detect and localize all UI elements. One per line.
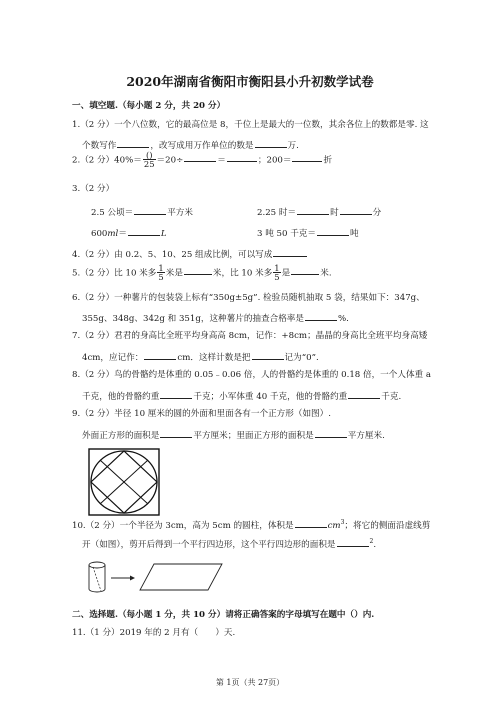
question-4: 4.（2 分）由 0.2、5、10、25 组成比例，可以写成 <box>72 247 308 261</box>
answer-blank[interactable] <box>252 350 284 360</box>
circle-squares-figure <box>88 448 160 516</box>
parallelogram <box>140 564 222 590</box>
question-10-line-2: 开（如图），剪开后得到一个平行四边形，这个平行四边形的面积是 $^2$. <box>82 538 377 550</box>
answer-blank[interactable] <box>160 389 192 399</box>
page-footer: 第 1页（共 27页） <box>215 678 285 687</box>
answer-blank[interactable] <box>255 138 287 148</box>
answer-blank[interactable] <box>128 226 160 236</box>
question-10-line-1: 10.（2 分）一个半径为 3cm，高为 5cm 的圆柱，体积是 $cm^3$；将它的侧面沿虚线剪 <box>72 519 431 531</box>
question-9-line-1: 9.（2 分）半径 10 厘米的圆的外面和里面各有一个正方形（如图）. <box>72 409 331 419</box>
arrow-head-icon <box>130 576 135 581</box>
question-3-item-2: 2.25 时＝ 时 分 <box>257 205 381 219</box>
question-7-line-2: 4cm，应记作： cm．这样计数是把 记为“0”. <box>82 350 319 364</box>
question-5: 5.（2 分）比 10 米多 $\frac{1}{5}$ 米是 米，比 10 米多 $\frac{1}{5}$ 是 米. <box>72 263 332 283</box>
answer-blank[interactable] <box>184 152 216 162</box>
fraction: $\frac{1}{5}$ <box>274 263 280 283</box>
question-8-line-2: 千克，他的骨骼约重 千克；小军体重 40 千克，他的骨骼约重 千克. <box>82 389 401 403</box>
answer-blank[interactable] <box>315 428 347 438</box>
cut-line <box>93 567 101 591</box>
answer-blank[interactable] <box>337 537 369 547</box>
page-title: 2020年湖南省衡阳市衡阳县小升初数学试卷 <box>126 74 374 89</box>
section-1-heading: 一、填空题.（每小题 2 分，共 20 分） <box>72 101 226 111</box>
answer-blank[interactable] <box>273 247 307 257</box>
question-11: 11.（1 分）2019 年的 2 月有（ ）天. <box>72 628 236 638</box>
answer-blank[interactable] <box>340 205 372 215</box>
question-3-item-4: 3 吨 50 千克＝ 吨 <box>257 226 359 240</box>
answer-blank[interactable] <box>305 311 337 321</box>
question-7-line-1: 7.（2 分）君君的身高比全班平均身高高 8cm，记作：+8cm；晶晶的身高比全班平均身高矮 <box>72 331 428 341</box>
question-6-line-2: 355g、348g、342g 和 351g，这种薯片的抽查合格率是 %. <box>82 311 349 325</box>
cylinder-top <box>89 562 105 568</box>
answer-blank[interactable] <box>134 205 166 215</box>
question-9-line-2: 外面正方形的面积是 平方厘米；里面正方形的面积是 平方厘米. <box>82 428 385 442</box>
question-2: 2.（2 分）40%＝ $\frac{()}{25}$ ＝20÷ ＝ ；200＝ 折 <box>72 150 333 170</box>
answer-blank[interactable] <box>292 152 322 162</box>
answer-blank[interactable] <box>160 428 192 438</box>
fraction: $\frac{1}{5}$ <box>158 263 164 283</box>
answer-blank[interactable] <box>297 205 329 215</box>
question-3-head: 3.（2 分） <box>72 184 115 194</box>
section-2-heading: 二、选择题.（每小题 1 分，共 10 分）请将正确答案的字母填写在题中（）内. <box>72 610 375 620</box>
fraction: $\frac{()}{25}$ <box>143 150 155 170</box>
question-6-line-1: 6.（2 分）一种薯片的包装袋上标有“350g±5g”. 检验员随机抽取 5 袋，结果如下：347g、 <box>72 293 425 303</box>
answer-blank[interactable] <box>295 518 327 528</box>
answer-blank[interactable] <box>144 350 176 360</box>
answer-blank[interactable] <box>317 226 349 236</box>
question-1-line-2: 个数写作 ，改写成用万作单位的数是 万. <box>82 138 299 152</box>
cylinder-unfold-figure <box>86 560 226 596</box>
answer-blank[interactable] <box>348 389 380 399</box>
question-3-item-3: 600ml＝ L <box>91 226 167 240</box>
question-1-line-1: 1.（2 分）一个八位数，它的最高位是 8，千位上是最大的一位数，其余各位上的数都是零. 这 <box>72 120 429 130</box>
cylinder-bottom <box>89 589 105 592</box>
answer-blank[interactable] <box>291 265 319 275</box>
question-8-line-1: 8.（2 分）鸟的骨骼约是体重的 0.05﹣0.06 倍，人的骨骼约是体重的 0.18 倍，一个人体重 a <box>72 370 431 380</box>
question-3-item-1: 2.5 公顷＝ 平方米 <box>91 205 193 219</box>
answer-blank[interactable] <box>117 138 149 148</box>
answer-blank[interactable] <box>227 152 257 162</box>
answer-blank[interactable] <box>184 265 212 275</box>
